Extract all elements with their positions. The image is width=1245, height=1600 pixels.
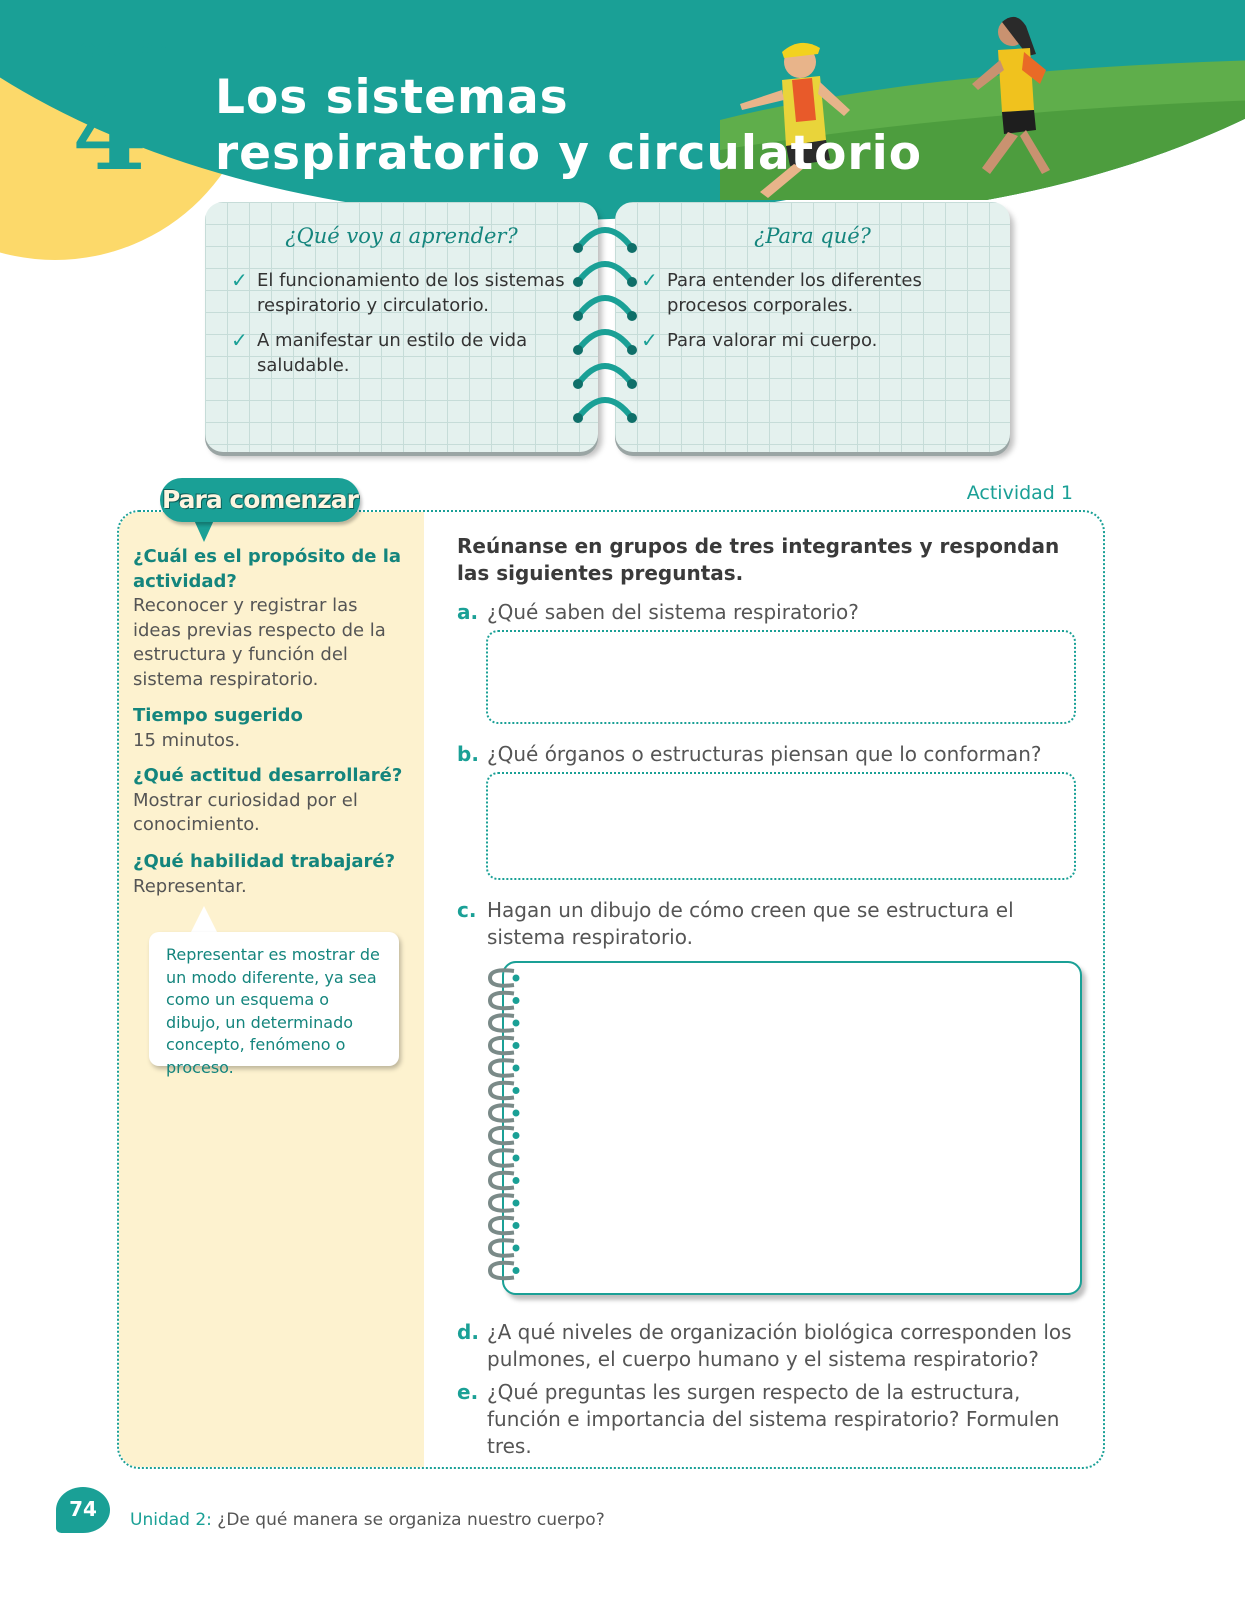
question-e [457,1379,1077,1460]
question-c [457,897,1077,951]
learn-item-1: El funcionamiento de los sistemas respiratorio y circulatorio. [257,270,565,316]
spiral-coil [490,1083,514,1098]
spiral-hole [513,1065,520,1072]
answer-box-b[interactable] [486,772,1076,880]
spiral-hole [513,1155,520,1162]
spiral-hole [513,997,520,1004]
footer-unit [130,1510,605,1530]
bubble-text: Representar es mostrar de un modo diferente, ya sea como un esquema o dibujo, un determinado concepto, fenómeno o proceso. [166,945,380,1077]
question-d [457,1319,1077,1373]
list-item [231,328,576,378]
spiral-coil [490,1128,514,1143]
title-line-2: respiratorio y circulatorio [215,126,923,181]
spiral-coil [490,993,514,1008]
spiral-hole [513,1087,520,1094]
spiral-hole [513,1110,520,1117]
check-icon: ✓ [641,268,658,292]
question-letter: d. [457,1320,479,1344]
spiral-coil [490,1015,514,1030]
list-item [641,328,988,353]
purpose-answer: Reconocer y registrar las ideas previas respecto de la estructura y función del sistema respiratorio. [133,595,386,690]
spiral-hole [513,975,520,982]
spiral-coil [490,1263,514,1278]
question-text: ¿Qué saben del sistema respiratorio? [487,600,859,624]
bubble-tail [190,906,218,934]
time-question: Tiempo sugerido [133,705,303,726]
sidebar-time [133,704,408,753]
unit-label: Unidad 2: [130,1510,212,1530]
spiral-coil [490,970,514,985]
question-text: ¿Qué órganos o estructuras piensan que lo conforman? [487,742,1042,766]
spiral-coil [490,1060,514,1075]
skill-answer: Representar. [133,875,247,897]
purpose-item-2: Para valorar mi cuerpo. [667,330,878,351]
drawing-pad[interactable] [502,961,1082,1295]
page-number: 74 [56,1487,110,1533]
answer-box-a[interactable] [486,630,1076,724]
question-a [457,599,1077,626]
sidebar-attitude [133,764,408,838]
spiral-hole [513,1020,520,1027]
purpose-item-1: Para entender los diferentes procesos corporales. [667,270,922,316]
spiral-hole [513,1177,520,1184]
purpose-list [641,268,988,363]
check-icon: ✓ [231,268,248,292]
spiral-coil [490,1173,514,1188]
purpose-card [615,202,1010,452]
spiral-coil [490,1195,514,1210]
learn-card [205,202,598,452]
activity-intro: Reúnanse en grupos de tres integrantes y respondan las siguientes preguntas. [457,534,1060,585]
list-item [641,268,988,318]
list-item [231,268,576,318]
page-title [215,70,922,182]
learn-heading: ¿Qué voy a aprender? [285,224,518,248]
spiral-coil [490,1105,514,1120]
spiral-hole [513,1042,520,1049]
spiral-hole [513,1222,520,1229]
attitude-question: ¿Qué actitud desarrollaré? [133,765,403,786]
question-letter: a. [457,600,479,624]
spiral-coil [490,1150,514,1165]
purpose-heading: ¿Para qué? [754,224,871,248]
title-line-1: Los sistemas [215,70,569,125]
purpose-question: ¿Cuál es el propósito de la actividad? [133,546,402,592]
check-icon: ✓ [231,328,248,352]
unit-title: ¿De qué manera se organiza nuestro cuerpo? [217,1510,605,1530]
spiral-coil [490,1218,514,1233]
badge-label: Para comenzar [162,485,358,514]
activity-label: Actividad 1 [966,482,1073,504]
spiral-hole [513,1267,520,1274]
question-text: ¿A qué niveles de organización biológica corresponden los pulmones, el cuerpo humano y el sistema respiratorio? [487,1320,1072,1371]
para-comenzar-badge [160,478,360,522]
question-text: ¿Qué preguntas les surgen respecto de la estructura, función e importancia del sistema respiratorio? Formulen tres. [487,1380,1060,1458]
sidebar-skill [133,850,408,899]
check-icon: ✓ [641,328,658,352]
spiral-coil [490,1240,514,1255]
question-letter: b. [457,742,479,766]
time-answer: 15 minutos. [133,729,241,751]
lesson-number: 4 [72,69,148,195]
spiral-hole [513,1132,520,1139]
skill-question: ¿Qué habilidad trabajaré? [133,851,396,872]
binder-rings-icon [570,212,640,432]
spiral-coil [490,1038,514,1053]
spiral-hole [513,1200,520,1207]
question-text: Hagan un dibujo de cómo creen que se estructura el sistema respiratorio. [487,898,1014,949]
sidebar-purpose [133,545,408,692]
learn-item-2: A manifestar un estilo de vida saludable. [257,330,528,376]
badge-tail [194,520,214,542]
attitude-answer: Mostrar curiosidad por el conocimiento. [133,789,358,835]
question-b [457,741,1077,768]
spiral-hole [513,1245,520,1252]
spiral-binding-icon [484,966,526,1286]
learn-list [231,268,576,388]
question-letter: c. [457,898,477,922]
question-letter: e. [457,1380,479,1404]
lesson-label: Lección [62,34,173,64]
definition-bubble [149,932,399,1077]
